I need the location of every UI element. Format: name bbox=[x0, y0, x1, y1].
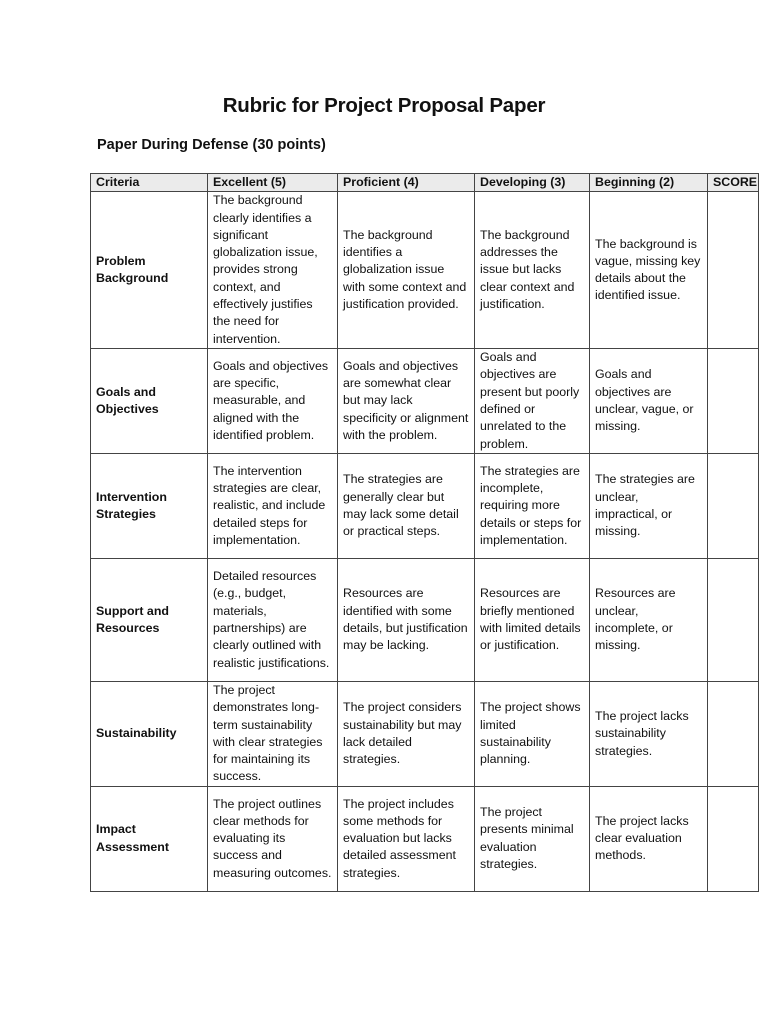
proficient-cell: The project considers sustainability but may lack detailed strategies. bbox=[338, 681, 475, 786]
criteria-cell: Sustainability bbox=[91, 681, 208, 786]
beginning-cell: Resources are unclear, incomplete, or missing. bbox=[590, 558, 708, 681]
excellent-cell: The project demonstrates long-term sustainability with clear strategies for maintaining its success. bbox=[208, 681, 338, 786]
proficient-cell: Goals and objectives are somewhat clear but may lack specificity or alignment with the problem. bbox=[338, 348, 475, 453]
developing-cell: Goals and objectives are present but poorly defined or unrelated to the problem. bbox=[475, 348, 590, 453]
rubric-table bbox=[90, 173, 759, 892]
criteria-cell: Impact Assessment bbox=[91, 786, 208, 891]
beginning-cell: The strategies are unclear, impractical, or missing. bbox=[590, 453, 708, 558]
excellent-cell: The intervention strategies are clear, realistic, and include detailed steps for implementation. bbox=[208, 453, 338, 558]
beginning-cell: The project lacks clear evaluation methods. bbox=[590, 786, 708, 891]
developing-cell: The strategies are incomplete, requiring more details or steps for implementation. bbox=[475, 453, 590, 558]
excellent-cell: The background clearly identifies a significant globalization issue, provides strong context, and effectively justifies the need for intervention. bbox=[208, 192, 338, 349]
score-cell[interactable] bbox=[708, 192, 759, 349]
section-heading: Paper During Defense (30 points) bbox=[97, 137, 326, 153]
developing-cell: The background addresses the issue but lacks clear context and justification. bbox=[475, 192, 590, 349]
criteria-cell: Goals and Objectives bbox=[91, 348, 208, 453]
proficient-cell: The strategies are generally clear but may lack some detail or practical steps. bbox=[338, 453, 475, 558]
proficient-cell: The background identifies a globalization issue with some context and justification provided. bbox=[338, 192, 475, 349]
excellent-cell: Detailed resources (e.g., budget, materials, partnerships) are clearly outlined with realistic justifications. bbox=[208, 558, 338, 681]
excellent-cell: Goals and objectives are specific, measurable, and aligned with the identified problem. bbox=[208, 348, 338, 453]
score-cell[interactable] bbox=[708, 348, 759, 453]
beginning-cell: The project lacks sustainability strategies. bbox=[590, 681, 708, 786]
table-row bbox=[91, 786, 759, 891]
score-cell[interactable] bbox=[708, 558, 759, 681]
developing-cell: The project presents minimal evaluation strategies. bbox=[475, 786, 590, 891]
score-cell[interactable] bbox=[708, 453, 759, 558]
table-row bbox=[91, 558, 759, 681]
header-developing: Developing (3) bbox=[475, 174, 590, 192]
beginning-cell: Goals and objectives are unclear, vague, or missing. bbox=[590, 348, 708, 453]
proficient-cell: Resources are identified with some details, but justification may be lacking. bbox=[338, 558, 475, 681]
table-row bbox=[91, 348, 759, 453]
score-cell[interactable] bbox=[708, 681, 759, 786]
table-row bbox=[91, 453, 759, 558]
table-row bbox=[91, 192, 759, 349]
table-row bbox=[91, 681, 759, 786]
header-score: SCORE bbox=[708, 174, 759, 192]
excellent-cell: The project outlines clear methods for evaluating its success and measuring outcomes. bbox=[208, 786, 338, 891]
criteria-cell: Support and Resources bbox=[91, 558, 208, 681]
criteria-cell: Intervention Strategies bbox=[91, 453, 208, 558]
header-proficient: Proficient (4) bbox=[338, 174, 475, 192]
developing-cell: Resources are briefly mentioned with limited details or justification. bbox=[475, 558, 590, 681]
document-title: Rubric for Project Proposal Paper bbox=[222, 94, 546, 117]
developing-cell: The project shows limited sustainability planning. bbox=[475, 681, 590, 786]
criteria-cell: Problem Background bbox=[91, 192, 208, 349]
header-criteria: Criteria bbox=[91, 174, 208, 192]
proficient-cell: The project includes some methods for evaluation but lacks detailed assessment strategies. bbox=[338, 786, 475, 891]
score-cell[interactable] bbox=[708, 786, 759, 891]
beginning-cell: The background is vague, missing key details about the identified issue. bbox=[590, 192, 708, 349]
table-header-row bbox=[91, 174, 759, 192]
header-beginning: Beginning (2) bbox=[590, 174, 708, 192]
header-excellent: Excellent (5) bbox=[208, 174, 338, 192]
